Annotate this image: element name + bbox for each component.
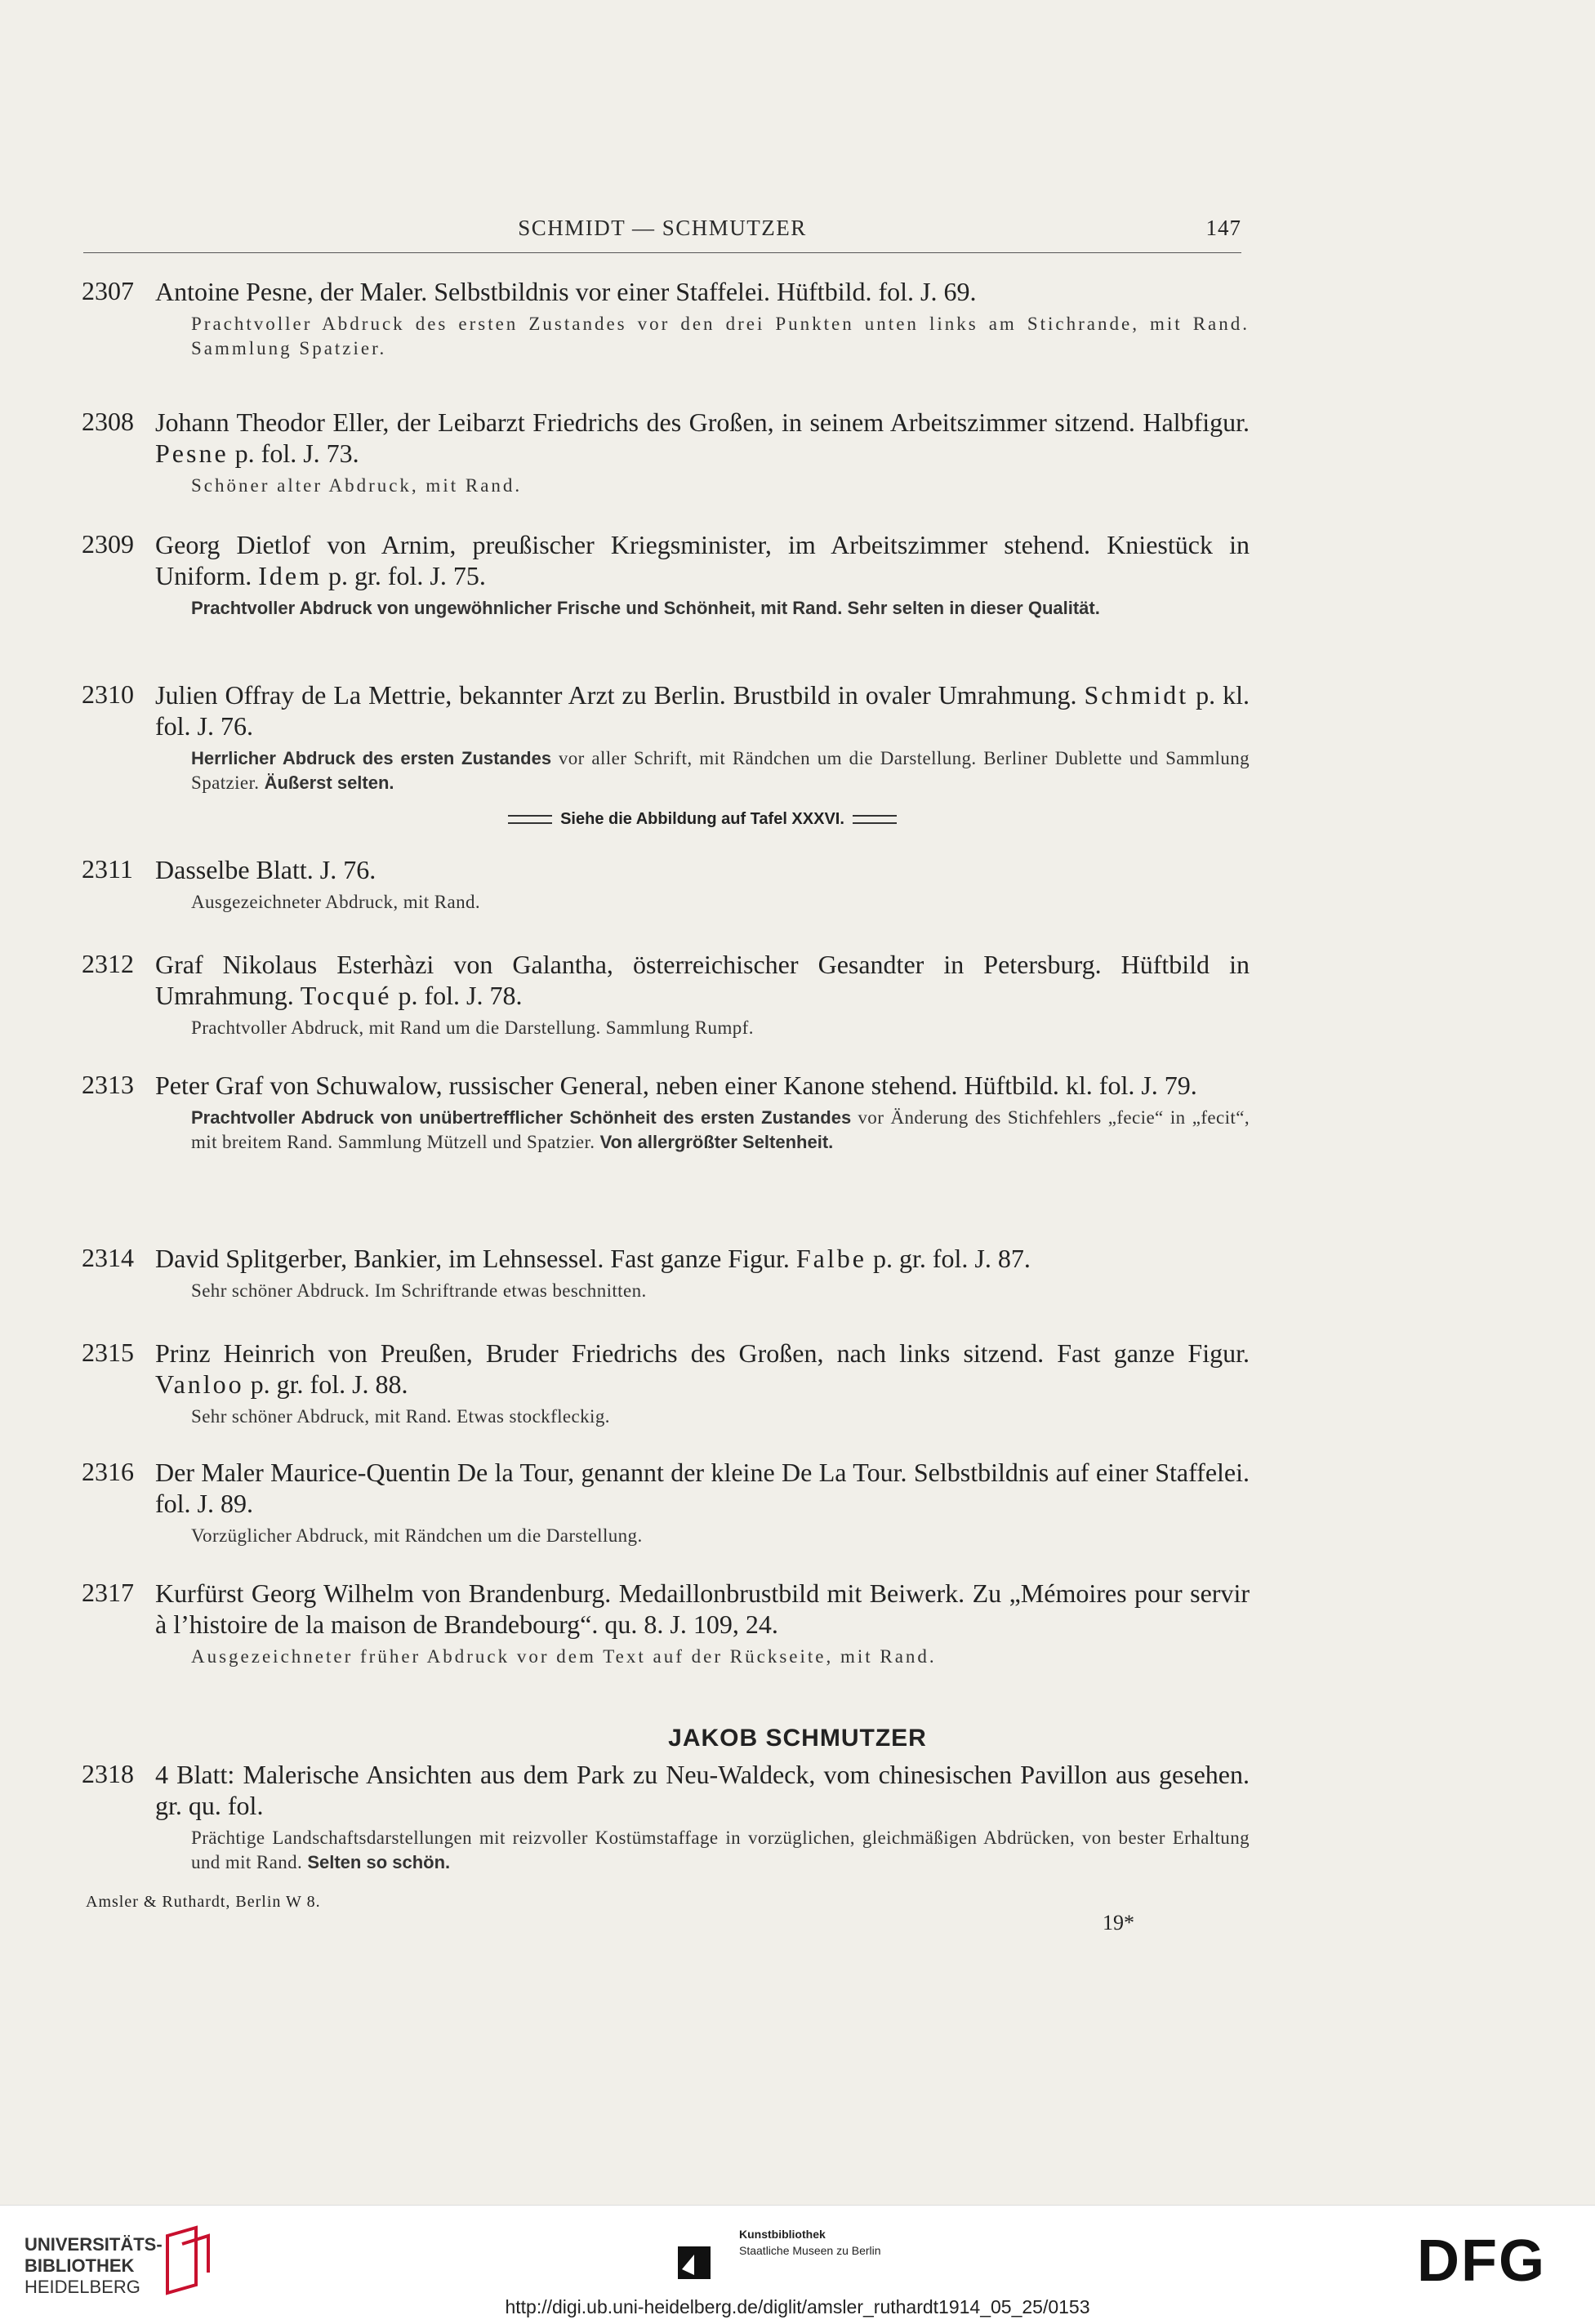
catalog-entry-2308 [82, 407, 1250, 498]
permalink-url[interactable]: http://digi.ub.uni-heidelberg.de/diglit/amsler_ruthardt1914_05_25/0153 [505, 2296, 1090, 2317]
lot-number: 2312 [82, 949, 134, 978]
catalog-entry-2307 [82, 276, 1250, 361]
catalog-entry-2311 [82, 854, 1250, 915]
catalog-entry-2315 [82, 1338, 1250, 1429]
lot-note: Ausgezeichneter früher Abdruck vor dem Text auf der Rückseite, mit Rand. [191, 1646, 937, 1667]
lot-note: Herrlicher Abdruck des ersten Zustandes vor aller Schrift, mit Rändchen um die Darstellung. Berliner Dublette und Sammlung Spatzier. Äußerst selten. [191, 748, 1250, 793]
lot-description: Dasselbe Blatt. J. 76. Ausgezeichneter Abdruck, mit Rand. [155, 854, 1250, 915]
lot-description: Georg Dietlof von Arnim, preußischer Kriegsminister, im Arbeitszimmer stehend. Kniestück in Uniform. Idem p. gr. fol. J. 75. Prachtvoller Abdruck von ungewöhnlicher Frische und Schönheit, mit Rand. Sehr selten in dieser Qualität. [155, 529, 1250, 621]
running-title: SCHMIDT — SCHMUTZER [518, 216, 807, 240]
lot-description: Antoine Pesne, der Maler. Selbstbildnis vor einer Staffelei. Hüftbild. fol. J. 69. Prachtvoller Abdruck des ersten Zustandes vor den drei Punkten unten links am Stichrande, mit Rand. Sammlung Spatzier. [155, 276, 1250, 361]
lot-number: 2318 [82, 1759, 134, 1788]
header-rule [83, 252, 1241, 253]
catalog-entry-2314 [82, 1243, 1250, 1303]
lot-description: Johann Theodor Eller, der Leibarzt Friedrichs des Großen, in seinem Arbeitszimmer sitzend. Halbfigur. Pesne p. fol. J. 73. Schöner alter Abdruck, mit Rand. [155, 407, 1250, 498]
catalog-entry-2310 [82, 679, 1250, 835]
lot-number: 2314 [82, 1243, 134, 1272]
lot-number: 2309 [82, 529, 134, 559]
lot-number: 2313 [82, 1070, 134, 1099]
lot-description: Der Maler Maurice-Quentin De la Tour, genannt der kleine De La Tour. Selbstbildnis auf einer Staffelei. fol. J. 89. Vorzüglicher Abdruck, mit Rändchen um die Darstellung. [155, 1457, 1250, 1548]
catalog-entry-2318 [82, 1759, 1250, 1875]
catalog-entry-2316 [82, 1457, 1250, 1548]
ub-heidelberg-logo-icon [159, 2224, 216, 2297]
lot-note: Vorzüglicher Abdruck, mit Rändchen um die Darstellung. [191, 1525, 643, 1546]
lot-number: 2316 [82, 1457, 134, 1486]
catalog-entry-2309 [82, 529, 1250, 621]
lot-description: Peter Graf von Schuwalow, russischer General, neben einer Kanone stehend. Hüftbild. kl. fol. J. 79. Prachtvoller Abdruck von unübertrefflicher Schönheit des ersten Zustandes vor Änderung des Stichfehlers „fecie“ in „fecit“, mit breitem Rand. Sammlung Mützell und Spatzier. Von allergrößter Seltenheit. [155, 1070, 1250, 1155]
catalog-entry-2317 [82, 1578, 1250, 1669]
catalog-entry-2313 [82, 1070, 1250, 1155]
lot-description: Kurfürst Georg Wilhelm von Brandenburg. Medaillonbrustbild mit Beiwerk. Zu „Mémoires pour servir à l’histoire de la maison de Brandebourg“. qu. 8. J. 109, 24. Ausgezeichneter früher Abdruck vor dem Text auf der Rückseite, mit Rand. [155, 1578, 1250, 1669]
artist-name: Schmidt [1084, 680, 1189, 710]
catalog-entry-2312 [82, 949, 1250, 1040]
lot-number: 2307 [82, 276, 134, 305]
lot-number: 2315 [82, 1338, 134, 1367]
lot-note: Prachtvoller Abdruck, mit Rand um die Darstellung. Sammlung Rumpf. [191, 1017, 754, 1038]
lot-description: Julien Offray de La Mettrie, bekannter Arzt zu Berlin. Brustbild in ovaler Umrahmung. Schmidt p. kl. fol. J. 76. Herrlicher Abdruck des ersten Zustandes vor aller Schrift, mit Rändchen um die Darstellung. Berliner Dublette und Sammlung Spatzier. Äußerst selten. Siehe die Abbildung auf Tafel XXXVI. [155, 679, 1250, 835]
kunstbibliothek-logo-icon [678, 2246, 711, 2279]
plate-reference: Siehe die Abbildung auf Tafel XXXVI. [155, 804, 1250, 835]
lot-number: 2317 [82, 1578, 134, 1607]
lot-note: Prachtvoller Abdruck des ersten Zustandes vor den drei Punkten unten links am Stichrande, mit Rand. Sammlung Spatzier. [191, 314, 1250, 358]
lot-note: Sehr schöner Abdruck. Im Schriftrande etwas beschnitten. [191, 1280, 647, 1301]
lot-description: Prinz Heinrich von Preußen, Bruder Friedrichs des Großen, nach links sitzend. Fast ganze Figur. Vanloo p. gr. fol. J. 88. Sehr schöner Abdruck, mit Rand. Etwas stockfleckig. [155, 1338, 1250, 1429]
page-number: 147 [1205, 216, 1241, 240]
lot-note: Prächtige Landschaftsdarstellungen mit reizvoller Kostümstaffage in vorzüglichen, gleichmäßigen Abdrücken, von bester Erhaltung und mit Rand. Selten so schön. [191, 1828, 1250, 1872]
university-library-label: UNIVERSITÄTS- BIBLIOTHEK HEIDELBERG [25, 2234, 163, 2297]
publisher-imprint: Amsler & Ruthardt, Berlin W 8. [86, 1893, 321, 1911]
lot-note: Schöner alter Abdruck, mit Rand. [191, 475, 523, 496]
artist-name: Tocqué [300, 981, 392, 1010]
dfg-logo: DFG [1417, 2228, 1546, 2294]
lot-note: Sehr schöner Abdruck, mit Rand. Etwas stockfleckig. [191, 1406, 610, 1427]
lot-description: Graf Nikolaus Esterhàzi von Galantha, österreichischer Gesandter in Petersburg. Hüftbild in Umrahmung. Tocqué p. fol. J. 78. Prachtvoller Abdruck, mit Rand um die Darstellung. Sammlung Rumpf. [155, 949, 1250, 1040]
lot-note: Prachtvoller Abdruck von unübertrefflicher Schönheit des ersten Zustandes vor Änderung des Stichfehlers „fecie“ in „fecit“, mit breitem Rand. Sammlung Mützell und Spatzier. Von allergrößter Seltenheit. [191, 1107, 1250, 1152]
running-header [83, 216, 1241, 248]
artist-name: Vanloo [155, 1369, 244, 1399]
artist-name: Pesne [155, 439, 229, 468]
lot-number: 2308 [82, 407, 134, 436]
artist-name: Falbe [795, 1244, 867, 1273]
lot-description: David Splitgerber, Bankier, im Lehnsessel. Fast ganze Figur. Falbe p. gr. fol. J. 87. Sehr schöner Abdruck. Im Schriftrande etwas beschnitten. [155, 1243, 1250, 1303]
section-heading: JAKOB SCHMUTZER [668, 1725, 927, 1752]
kunstbibliothek-label: Kunstbibliothek Staatliche Museen zu Berlin [739, 2228, 881, 2257]
lot-number: 2311 [82, 854, 133, 884]
signature-mark: 19* [1103, 1911, 1134, 1934]
artist-name: Idem [258, 561, 322, 590]
lot-note: Prachtvoller Abdruck von ungewöhnlicher Frische und Schönheit, mit Rand. Sehr selten in dieser Qualität. [191, 598, 1100, 618]
lot-note: Ausgezeichneter Abdruck, mit Rand. [191, 892, 481, 912]
lot-number: 2310 [82, 679, 134, 709]
lot-description: 4 Blatt: Malerische Ansichten aus dem Park zu Neu-Waldeck, vom chinesischen Pavillon aus gesehen. gr. qu. fol. Prächtige Landschaftsdarstellungen mit reizvoller Kostümstaffage in vorzüglichen, gleichmäßigen Abdrücken, von bester Erhaltung und mit Rand. Selten so schön. [155, 1759, 1250, 1875]
